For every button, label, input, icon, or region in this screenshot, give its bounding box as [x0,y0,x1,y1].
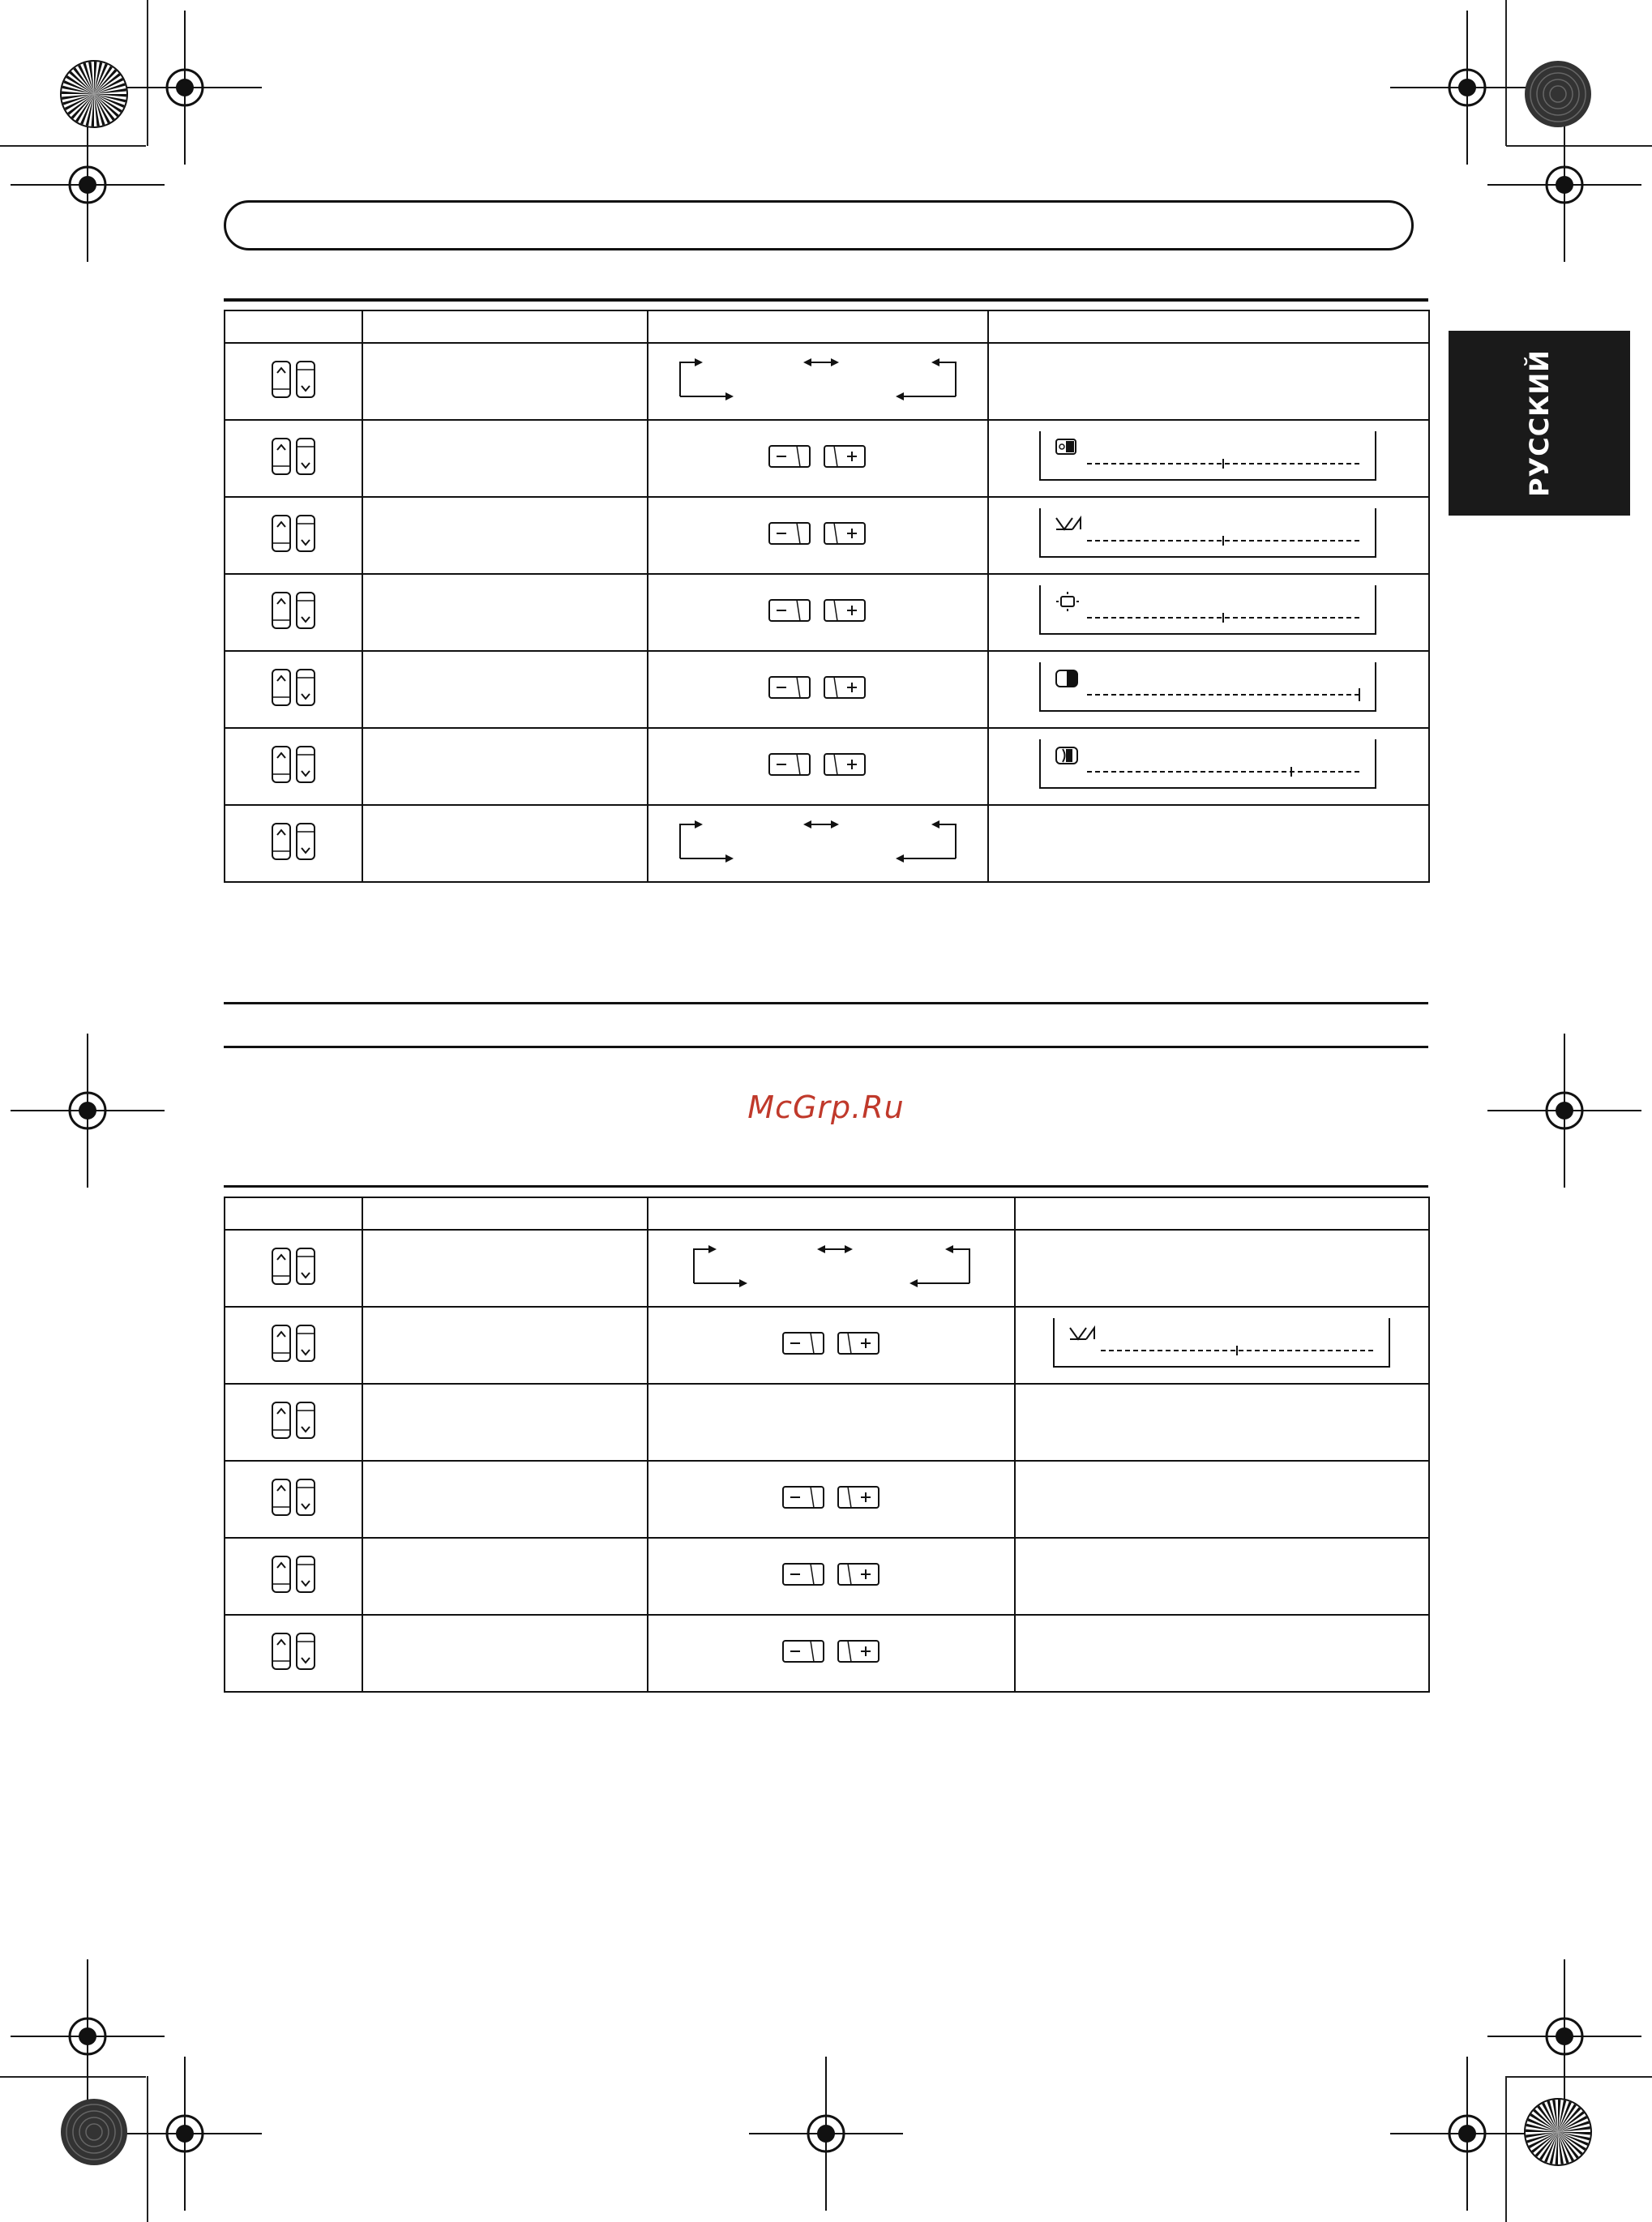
key-cell [225,1307,362,1384]
level-bar-display [1052,1315,1393,1372]
minus-plus-key-icon[interactable] [781,1638,882,1665]
page-header-frame [224,200,1414,250]
table-row [225,343,1429,420]
level-bar-display [1038,659,1379,716]
action-cell [648,497,988,574]
display-cell [988,343,1429,420]
header-cell [362,310,648,343]
action-cell [648,1230,1015,1307]
key-cell [225,1230,362,1307]
color-icon [1056,747,1077,764]
section-rule-1 [224,298,1428,302]
label-cell [362,574,648,651]
display-cell [988,497,1429,574]
cycle-arrows-icon [686,1239,978,1293]
label-cell [362,1615,648,1692]
label-cell [362,651,648,728]
display-cell [988,420,1429,497]
section-rule-3 [224,1185,1428,1188]
table-row [225,497,1429,574]
key-cell [225,805,362,882]
minus-plus-key-icon[interactable] [781,1483,882,1511]
contrast-icon [1056,670,1077,687]
up-down-key-icon[interactable] [269,1247,318,1286]
table-header-row [225,310,1429,343]
up-down-key-icon[interactable] [269,360,318,399]
minus-plus-key-icon[interactable] [768,520,868,547]
display-cell [1015,1615,1429,1692]
key-cell [225,1461,362,1538]
display-cell [1015,1538,1429,1615]
action-cell [648,1538,1015,1615]
header-cell [225,310,362,343]
sharpness-icon [1056,439,1076,454]
concentric-mark-bottom-left [60,2098,128,2166]
label-cell [362,420,648,497]
up-down-key-icon[interactable] [269,1632,318,1671]
settings-table-2 [224,1197,1430,1693]
minus-plus-key-icon[interactable] [768,674,868,701]
action-cell [648,1384,1015,1461]
action-cell [648,574,988,651]
label-cell [362,728,648,805]
display-cell [988,574,1429,651]
table-row [225,651,1429,728]
table-row [225,1384,1429,1461]
display-cell [1015,1461,1429,1538]
label-cell [362,1461,648,1538]
cycle-arrows-icon [672,815,964,868]
level-bar-display [1038,582,1379,639]
up-down-key-icon[interactable] [269,591,318,630]
label-cell [362,1307,648,1384]
up-down-key-icon[interactable] [269,1324,318,1363]
minus-plus-key-icon[interactable] [781,1329,882,1357]
table-row [225,1307,1429,1384]
settings-table-1 [224,310,1430,883]
display-cell [1015,1307,1429,1384]
action-cell [648,343,988,420]
minus-plus-key-icon[interactable] [768,751,868,778]
key-cell [225,1384,362,1461]
up-down-key-icon[interactable] [269,745,318,784]
action-cell [648,1615,1015,1692]
up-down-key-icon[interactable] [269,822,318,861]
key-cell [225,574,362,651]
section-rule-2a [224,1002,1428,1004]
action-cell [648,805,988,882]
tint-icon [1056,518,1081,529]
header-cell [648,310,988,343]
minus-plus-key-icon[interactable] [768,597,868,624]
key-cell [225,651,362,728]
action-cell [648,651,988,728]
up-down-key-icon[interactable] [269,1401,318,1440]
starburst-mark-top-left [60,60,128,128]
label-cell [362,343,648,420]
cycle-arrows-icon [672,353,964,406]
display-cell [1015,1230,1429,1307]
header-cell [988,310,1429,343]
action-cell [648,420,988,497]
action-cell [648,728,988,805]
table-row [225,728,1429,805]
header-cell [362,1197,648,1230]
key-cell [225,728,362,805]
brightness-icon [1056,592,1079,611]
table-row [225,1615,1429,1692]
key-cell [225,1615,362,1692]
header-cell [225,1197,362,1230]
table-header-row [225,1197,1429,1230]
table-row [225,805,1429,882]
tint-icon [1070,1328,1094,1339]
table-row [225,1538,1429,1615]
display-cell [988,651,1429,728]
up-down-key-icon[interactable] [269,1478,318,1517]
up-down-key-icon[interactable] [269,437,318,476]
table-row [225,1230,1429,1307]
label-cell [362,497,648,574]
header-cell [648,1197,1015,1230]
level-bar-display [1038,505,1379,562]
minus-plus-key-icon[interactable] [768,443,868,470]
up-down-key-icon[interactable] [269,668,318,707]
display-cell [1015,1384,1429,1461]
section-rule-2b [224,1046,1428,1048]
key-cell [225,420,362,497]
level-bar-display [1038,736,1379,793]
up-down-key-icon[interactable] [269,514,318,553]
key-cell [225,497,362,574]
concentric-mark-top-right [1524,60,1592,128]
table-row [225,1461,1429,1538]
watermark-text: McGrp.Ru [747,1090,905,1125]
minus-plus-key-icon[interactable] [781,1561,882,1588]
label-cell [362,805,648,882]
header-cell [1015,1197,1429,1230]
key-cell [225,343,362,420]
language-tab [1449,331,1630,516]
table-row [225,420,1429,497]
display-cell [988,728,1429,805]
language-tab-label: РУССКИЙ [1524,349,1555,497]
up-down-key-icon[interactable] [269,1555,318,1594]
label-cell [362,1538,648,1615]
starburst-mark-bottom-right [1524,2098,1592,2166]
action-cell [648,1307,1015,1384]
action-cell [648,1461,1015,1538]
display-cell [988,805,1429,882]
key-cell [225,1538,362,1615]
level-bar-display [1038,428,1379,485]
label-cell [362,1230,648,1307]
table-row [225,574,1429,651]
label-cell [362,1384,648,1461]
